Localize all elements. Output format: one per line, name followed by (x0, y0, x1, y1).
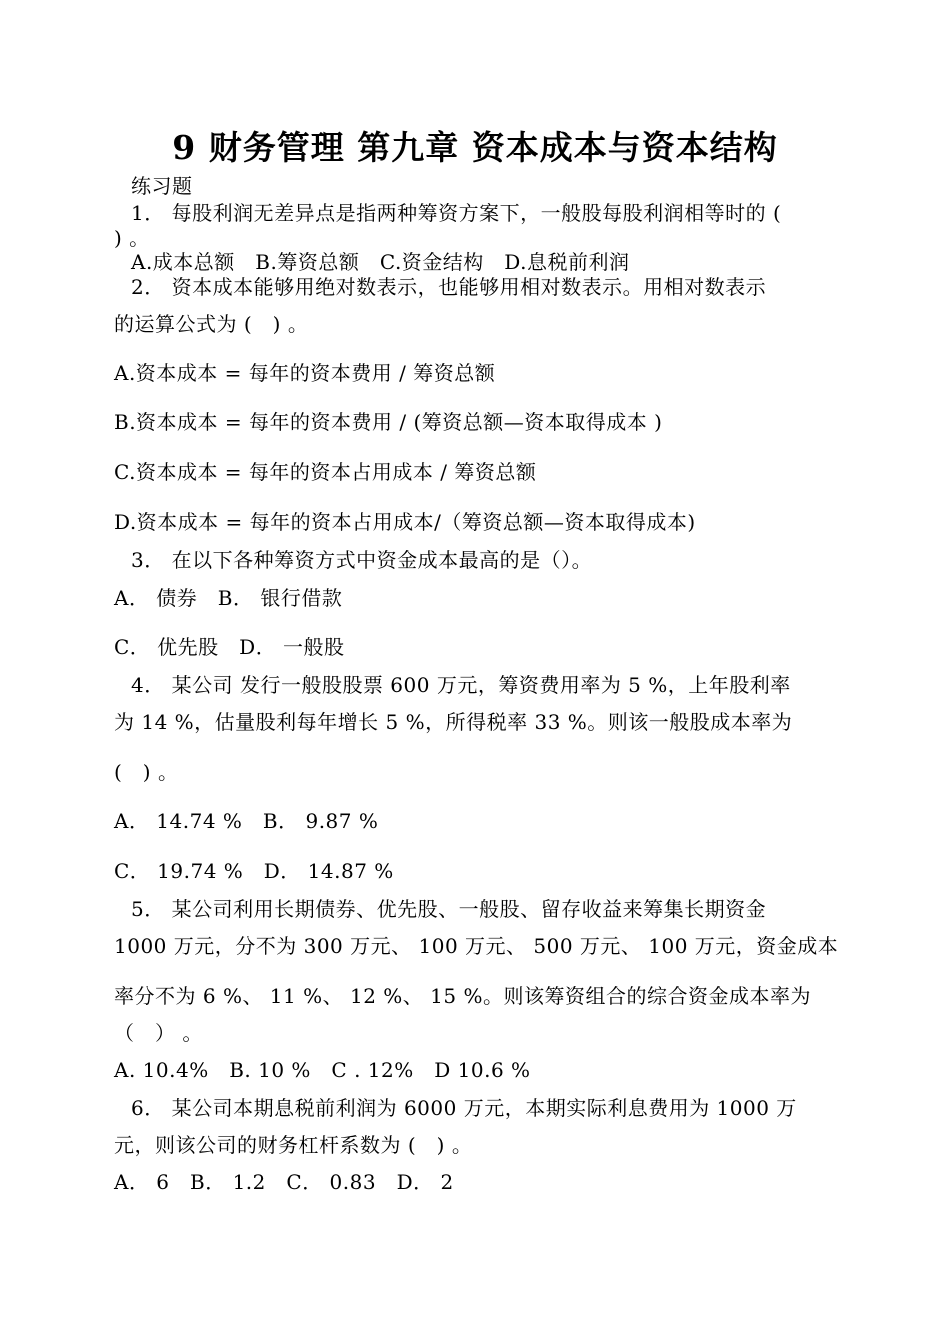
question-5-text-cont: 1000 万元，分不为 300 万元、 100 万元、 500 万元、 100 万元，资金成本 (114, 934, 839, 958)
question-5-text-cont2: 率分不为 6 %、 11 %、 12 %、 15 %。则该筹资组合的综合资金成本率为 (114, 984, 811, 1008)
question-5-text: 5． 某公司利用长期债券、优先股、一般股、留存收益来筹集长期资金 (131, 897, 767, 921)
question-2-text: 2． 资本成本能够用绝对数表示，也能够用相对数表示。用相对数表示 (131, 275, 767, 299)
question-2-option-a: A.资本成本 = 每年的资本费用 / 筹资总额 (114, 361, 496, 385)
question-2-text-cont: 的运算公式为 ( ) 。 (114, 312, 309, 336)
question-4-text-end: ( ) 。 (114, 760, 179, 784)
question-3-text: 3． 在以下各种筹资方式中资金成本最高的是（）。 (131, 548, 593, 572)
section-label: 练习题 (131, 174, 193, 198)
question-6-text: 6． 某公司本期息税前利润为 6000 万元，本期实际利息费用为 1000 万 (131, 1096, 797, 1120)
question-1-text: 1． 每股利润无差异点是指两种筹资方案下，一般股每股利润相等时的 ( (131, 201, 782, 225)
question-5-text-end: （ ） 。 (114, 1021, 203, 1045)
question-2-option-b: B.资本成本 = 每年的资本费用 / (筹资总额—资本取得成本 ) (114, 410, 663, 434)
question-2-option-c: C.资本成本 = 每年的资本占用成本 / 筹资总额 (114, 460, 537, 484)
question-6-text-cont: 元，则该公司的财务杠杆系数为 ( ) 。 (114, 1133, 473, 1157)
question-3-options-cd: C． 优先股 D． 一般股 (114, 635, 345, 659)
question-1-text-cont: ) 。 (114, 226, 150, 250)
question-6-options: A． 6 B． 1.2 C． 0.83 D． 2 (114, 1170, 454, 1194)
question-4-options-ab: A． 14.74 % B． 9.87 % (114, 809, 379, 833)
question-5-options: A. 10.4% B. 10 % C . 12% D 10.6 % (114, 1058, 531, 1082)
question-4-text-cont: 为 14 %，估量股利每年增长 5 %，所得税率 33 %。则该一般股成本率为 (114, 710, 793, 734)
document-title: 9 财务管理 第九章 资本成本与资本结构 (172, 128, 778, 167)
question-4-text: 4． 某公司 发行一般股股票 600 万元，筹资费用率为 5 %，上年股利率 (131, 673, 791, 697)
question-4-options-cd: C． 19.74 % D． 14.87 % (114, 859, 394, 883)
question-3-options-ab: A． 债券 B． 银行借款 (114, 586, 343, 610)
question-1-options: A.成本总额 B.筹资总额 C.资金结构 D.息税前利润 (131, 250, 630, 274)
question-2-option-d: D.资本成本 = 每年的资本占用成本/（筹资总额—资本取得成本) (114, 510, 696, 534)
